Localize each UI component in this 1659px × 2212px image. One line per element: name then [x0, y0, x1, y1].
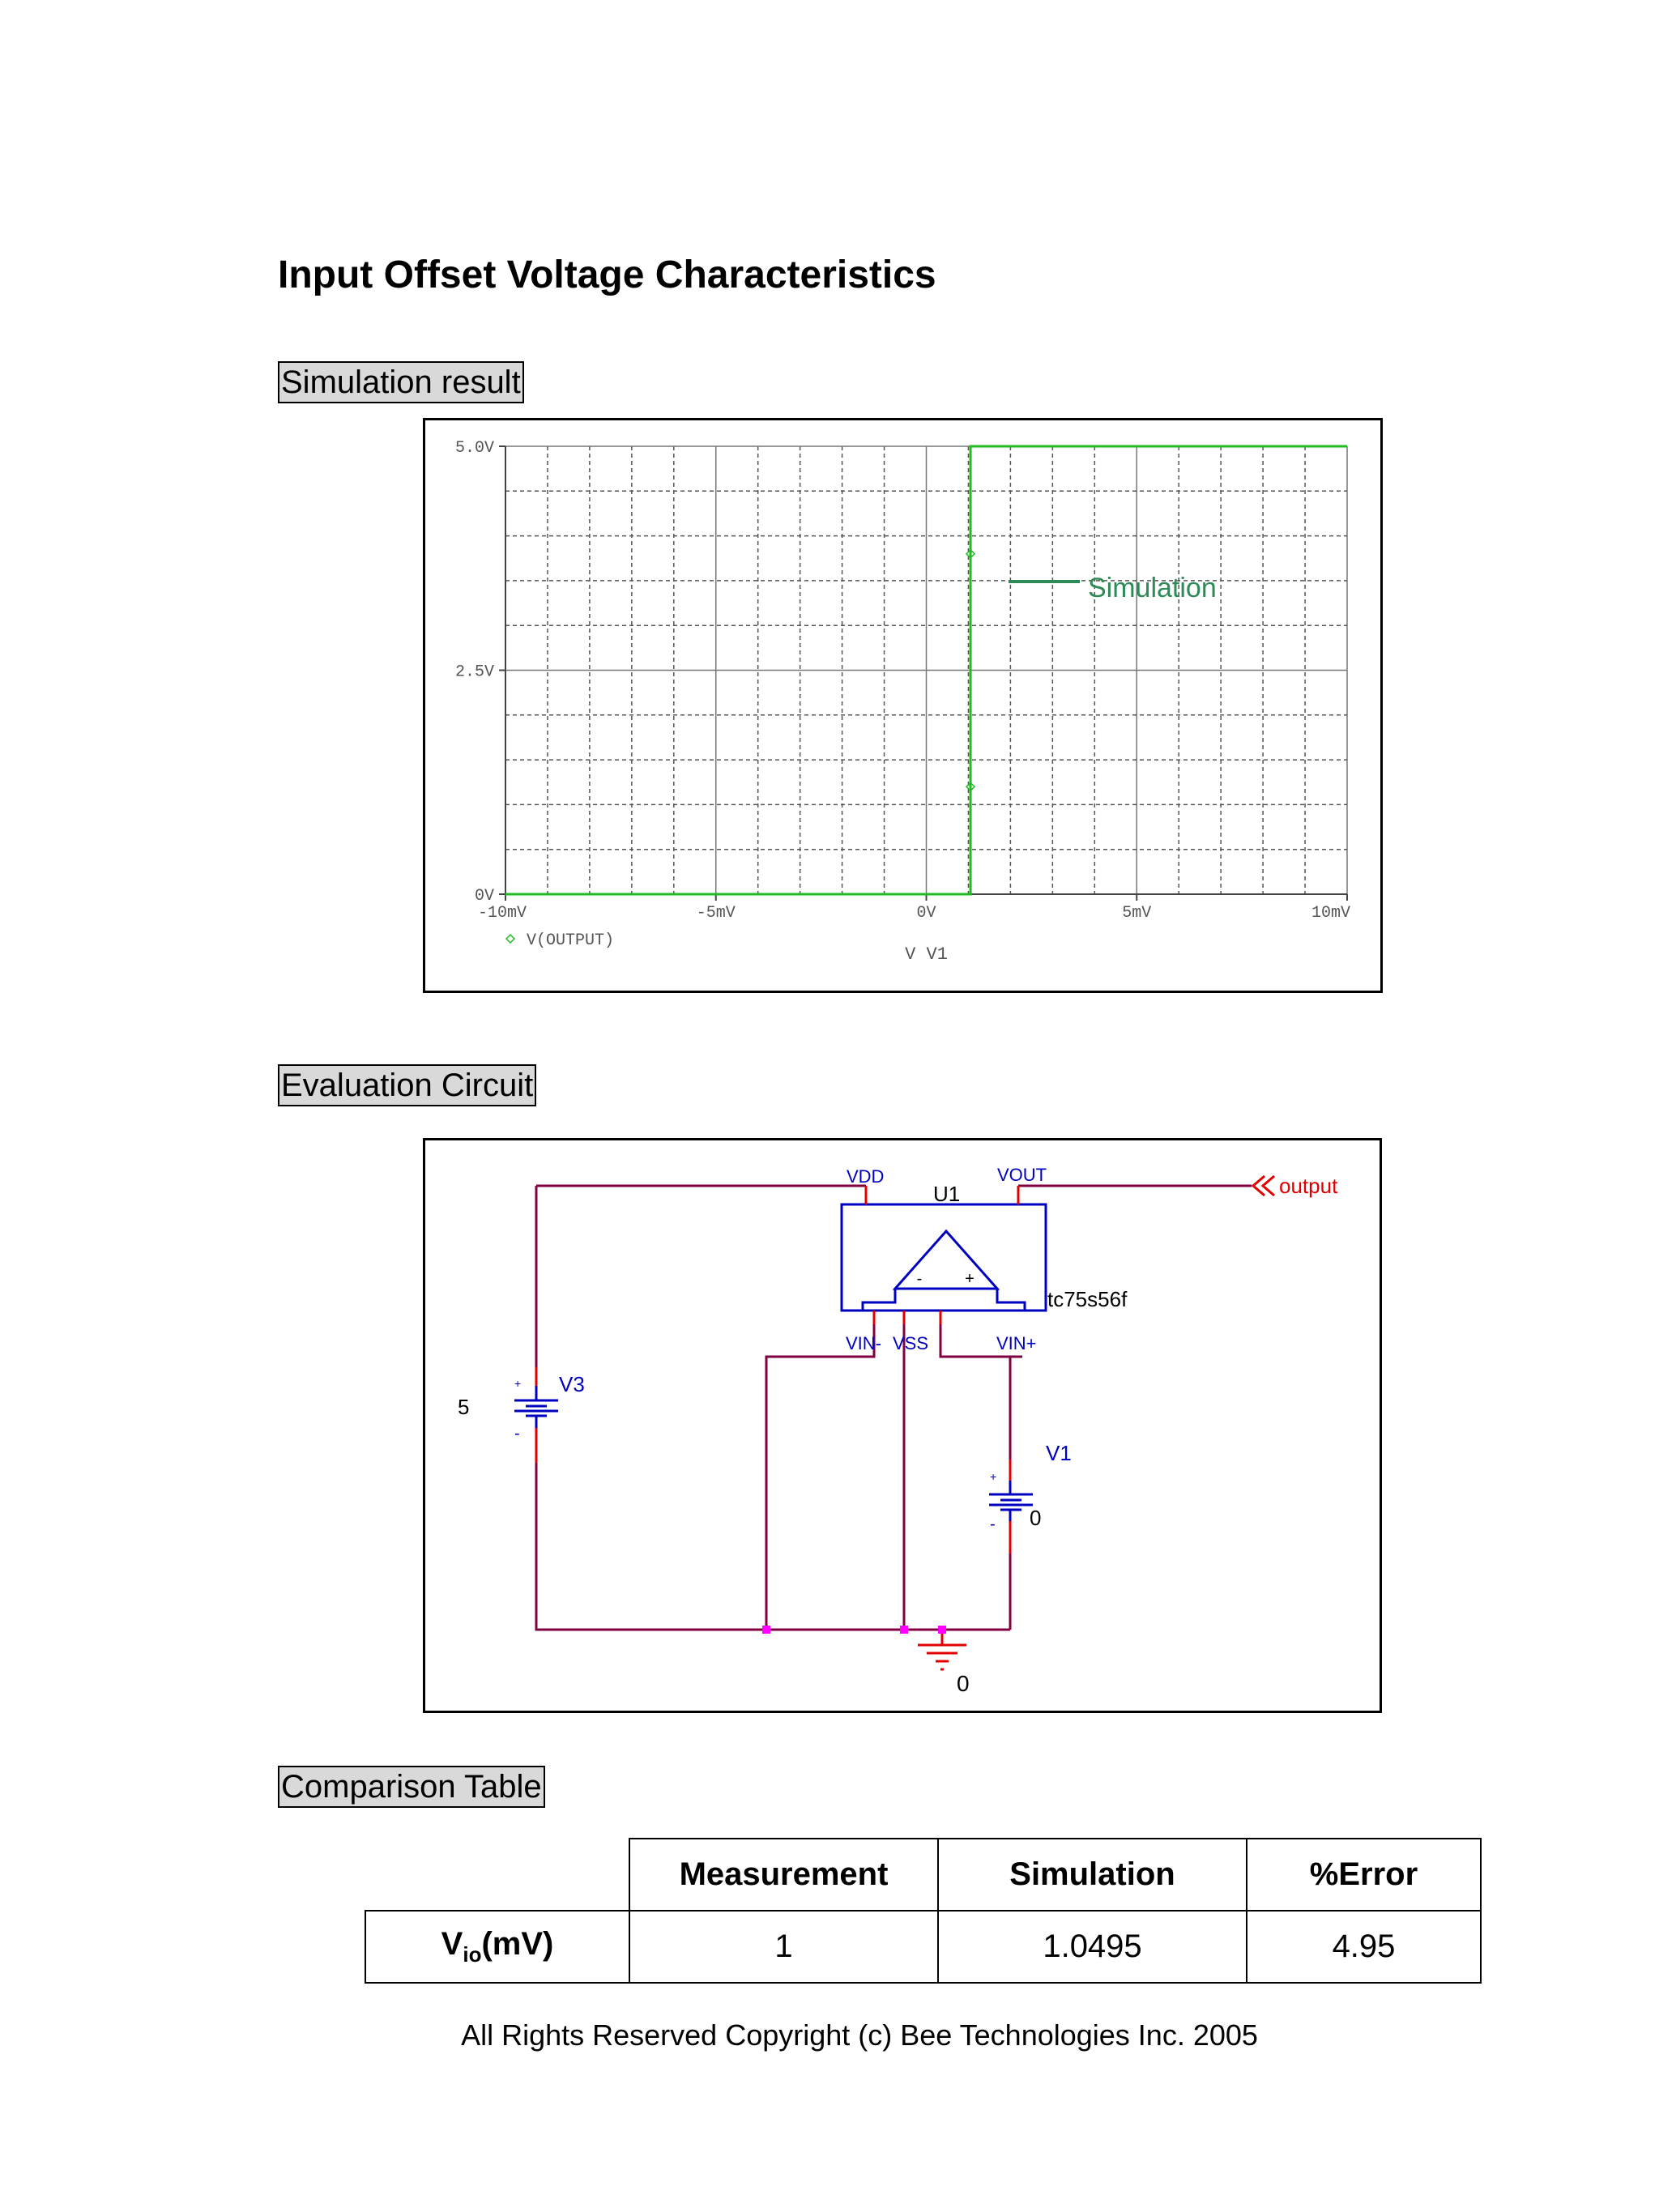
ground-label: 0: [957, 1671, 970, 1696]
legend-label: V(OUTPUT): [527, 931, 615, 950]
simulation-chart-frame: [423, 418, 1383, 993]
v3-plus-mark: +: [514, 1377, 522, 1390]
x-tick-label: -10mV: [478, 904, 527, 923]
header-simulation: Simulation: [938, 1839, 1247, 1911]
pin-label-vss: VSS: [893, 1333, 929, 1353]
x-tick-label: -5mV: [696, 904, 736, 923]
simulation-chart: [425, 420, 1380, 991]
evaluation-circuit: [425, 1140, 1380, 1711]
x-axis-label: V V1: [905, 944, 948, 965]
header-error: %Error: [1247, 1839, 1481, 1911]
circuit-wires: [536, 1186, 1252, 1630]
copyright-footer: All Rights Reserved Copyright (c) Bee Technologies Inc. 2005: [461, 2018, 1258, 2052]
pin-label-vin-minus: VIN-: [846, 1333, 881, 1353]
evaluation-circuit-frame: [423, 1138, 1382, 1713]
wire-ground-bus: [536, 1463, 1010, 1630]
legend-marker: [506, 935, 514, 943]
y-tick-label: 0V: [474, 887, 494, 906]
ground-symbol: [918, 1630, 970, 1696]
v3-name-label: V3: [559, 1372, 585, 1396]
pin-label-vin-plus: VIN+: [996, 1333, 1037, 1353]
table-corner-cell: [365, 1839, 629, 1911]
comparison-table: [365, 1838, 1482, 1984]
cell-measurement-value: 1: [629, 1911, 938, 1983]
output-port: [1253, 1174, 1338, 1198]
section-label-comparison-table: Comparison Table: [278, 1766, 545, 1808]
v3-minus-mark: -: [514, 1425, 520, 1443]
component-label-u1: U1: [933, 1182, 961, 1206]
voltage-source-v1: [989, 1441, 1072, 1554]
opamp-minus-sign: -: [916, 1270, 923, 1288]
table-header-row: [365, 1839, 1481, 1911]
cell-simulation-value: 1.0495: [938, 1911, 1247, 1983]
x-tick-label: 0V: [916, 904, 936, 923]
header-measurement: Measurement: [629, 1839, 938, 1911]
opamp-plus-sign: +: [965, 1270, 975, 1288]
part-label: tc75s56f: [1047, 1287, 1128, 1311]
x-tick-label: 5mV: [1122, 904, 1152, 923]
pin-label-vout: VOUT: [997, 1165, 1047, 1185]
page-title: Input Offset Voltage Characteristics: [278, 254, 936, 296]
voltage-source-v3: [458, 1367, 585, 1463]
y-tick-label: 5.0V: [454, 439, 494, 458]
opamp-u1: [842, 1165, 1128, 1353]
cell-error-value: 4.95: [1247, 1911, 1481, 1983]
y-tick-label: 2.5V: [454, 663, 494, 682]
v1-name-label: V1: [1046, 1441, 1072, 1465]
opamp-body: [842, 1204, 1046, 1311]
section-label-evaluation-circuit: Evaluation Circuit: [278, 1064, 536, 1106]
v3-value-label: 5: [458, 1395, 470, 1419]
annotation-label: Simulation: [1088, 573, 1217, 603]
v1-minus-mark: -: [990, 1515, 996, 1533]
wire-vin-minus: [766, 1324, 874, 1630]
table-row: [365, 1911, 1481, 1983]
v1-value-label: 0: [1030, 1506, 1042, 1530]
x-tick-label: 10mV: [1311, 904, 1350, 923]
pin-label-vdd: VDD: [847, 1166, 885, 1187]
comparison-table-wrap: [365, 1838, 1482, 1984]
row-label-vio: $V_{io}(mV)$: [365, 1911, 629, 1983]
v1-plus-mark: +: [990, 1470, 997, 1483]
section-label-simulation-result: Simulation result: [278, 361, 524, 403]
wire-v1-top: [1010, 1357, 1022, 1460]
output-port-label: output: [1279, 1174, 1338, 1198]
opamp-triangle: [895, 1231, 997, 1289]
